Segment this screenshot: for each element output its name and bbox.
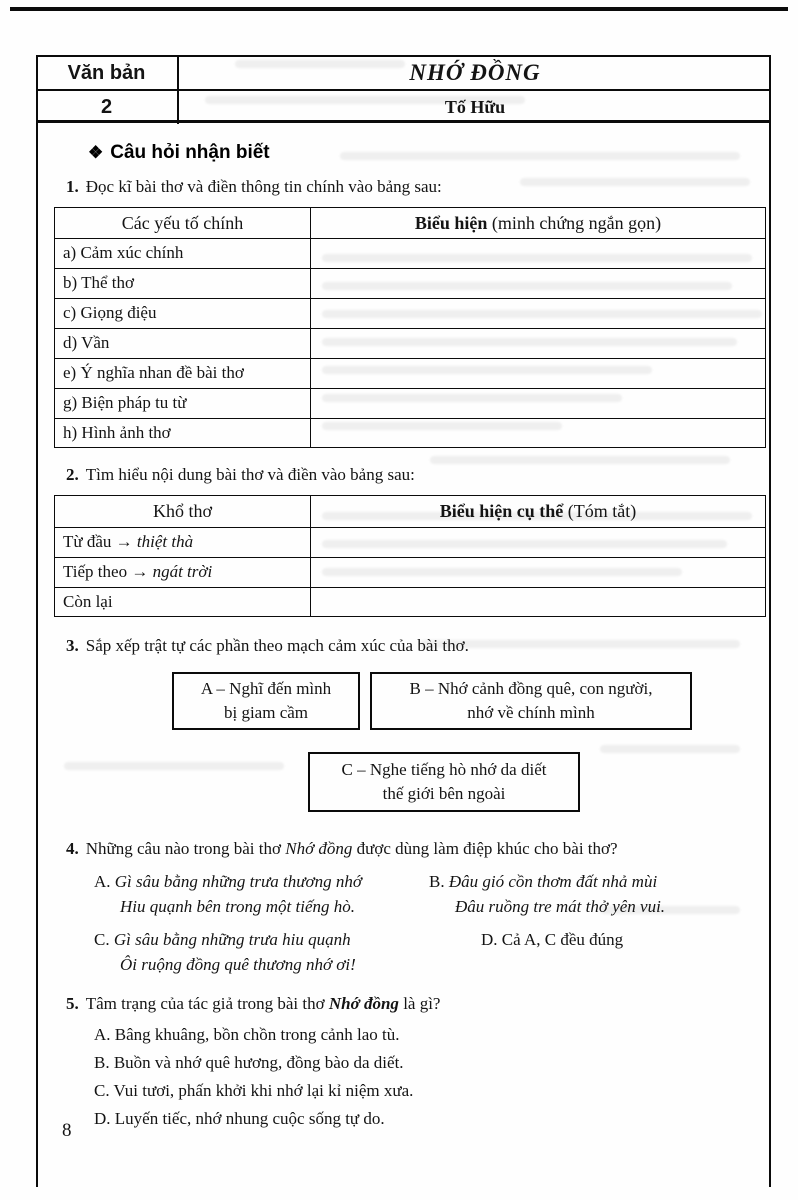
question-1-stem — [66, 176, 771, 199]
table-header-row — [55, 207, 766, 238]
table-row — [55, 587, 766, 617]
q1-col1-header: Các yếu tố chính — [55, 207, 311, 238]
answer-cell-blank — [311, 418, 766, 448]
row-label: Tiếp theo → ngát trời — [55, 557, 311, 587]
question-5-number: 5. — [66, 994, 79, 1014]
table-row — [55, 527, 766, 557]
option-c: C. Vui tươi, phấn khởi khi nhớ lại kỉ niệm xưa. — [94, 1080, 414, 1100]
row-label: g) Biện pháp tu từ — [55, 388, 311, 418]
box-option-c — [308, 752, 580, 812]
answer-cell-blank — [311, 328, 766, 358]
option-a: A. Gì sâu bằng những trưa thương nhớ Hiu quạnh bên trong một tiếng hò. — [94, 872, 362, 917]
option-c-label: C. — [94, 1080, 110, 1100]
option-b-label: B. — [94, 1052, 110, 1072]
table-row — [55, 358, 766, 388]
question-3-number: 3. — [66, 636, 79, 656]
option-b: B. Đâu gió cồn thơm đất nhả mùi Đâu ruồng tre mát thở yên vui. — [429, 872, 666, 917]
page-content — [36, 124, 771, 1131]
table-row — [55, 418, 766, 448]
option-d-label: D. — [94, 1108, 111, 1128]
row-label: b) Thể thơ — [55, 268, 311, 298]
option-d: D. Luyến tiếc, nhớ nhung cuộc sống tự do. — [94, 1108, 385, 1128]
table-header-row — [55, 496, 766, 527]
q2-stanza-table — [54, 495, 766, 617]
question-5-stem: 5. Tâm trạng của tác giả trong bài thơ Nhớ đồng là gì? — [66, 994, 441, 1014]
option-b-label: B. — [429, 872, 445, 892]
box-option-a — [172, 672, 360, 730]
question-3-text: Sắp xếp trật tự các phần theo mạch cảm xúc của bài thơ. — [85, 636, 469, 656]
question-2-stem — [66, 464, 771, 487]
q2-col2-header: Biểu hiện cụ thể (Tóm tắt) — [311, 496, 766, 527]
question-4-stem: 4. Những câu nào trong bài thơ Nhớ đồng được dùng làm điệp khúc cho bài thơ? — [66, 839, 618, 859]
answer-cell-blank — [311, 388, 766, 418]
table-row — [55, 328, 766, 358]
box-a-line1: A – Nghĩ đến mình — [200, 678, 332, 698]
box-b-line1: B – Nhớ cảnh đồng quê, con người, — [409, 678, 653, 698]
table-row — [55, 268, 766, 298]
answer-cell-blank — [311, 358, 766, 388]
q1-elements-table — [54, 207, 766, 449]
question-2-text: Tìm hiểu nội dung bài thơ và điền vào bảng sau: — [85, 465, 415, 485]
page-frame-top — [10, 7, 788, 11]
row-label: Từ đầu → thiệt thà — [55, 527, 311, 557]
answer-cell-blank — [311, 268, 766, 298]
row-label: a) Cảm xúc chính — [55, 238, 311, 268]
answer-cell-blank — [311, 238, 766, 268]
answer-cell-blank — [311, 587, 766, 617]
question-4-number: 4. — [66, 839, 79, 859]
table-row — [55, 238, 766, 268]
q2-col1-header: Khổ thơ — [55, 496, 311, 527]
option-d: D. Cả A, C đều đúng — [481, 930, 624, 950]
question-2-number: 2. — [66, 465, 79, 485]
poem-title-inline: Nhớ đồng — [285, 839, 353, 859]
q4-options — [66, 869, 771, 979]
row-label: c) Giọng điệu — [55, 298, 311, 328]
table-row — [55, 557, 766, 587]
poem-title: NHỚ ĐỒNG — [179, 57, 771, 91]
option-c-label: C. — [94, 930, 110, 950]
poem-title-inline: Nhớ đồng — [328, 994, 399, 1014]
lesson-number: 2 — [36, 91, 179, 124]
row-label: Còn lại — [55, 587, 311, 617]
q1-col2-header: Biểu hiện (minh chứng ngắn gọn) — [311, 207, 766, 238]
option-a-label: A. — [94, 872, 111, 892]
row-label: e) Ý nghĩa nhan đề bài thơ — [55, 358, 311, 388]
lesson-type-label: Văn bản — [36, 57, 179, 91]
box-a-line2: bị giam cầm — [223, 703, 309, 723]
box-c-line2: thế giới bên ngoài — [382, 784, 506, 804]
option-d-label: D. — [481, 930, 498, 950]
option-c: C. Gì sâu bằng những trưa hiu quạnh Ôi ruộng đồng quê thương nhớ ơi! — [94, 930, 356, 975]
row-label: d) Vần — [55, 328, 311, 358]
question-1-text: Đọc kĩ bài thơ và điền thông tin chính vào bảng sau: — [85, 176, 442, 196]
answer-cell-blank — [311, 298, 766, 328]
section-heading — [88, 140, 771, 166]
diamond-icon: ❖ — [88, 143, 104, 162]
option-b: B. Buồn và nhớ quê hương, đồng bào da diết. — [94, 1052, 404, 1072]
q3-ordering-boxes — [36, 670, 771, 822]
box-option-b — [370, 672, 692, 730]
box-c-line1: C – Nghe tiếng hò nhớ da diết — [341, 759, 547, 779]
table-row — [55, 298, 766, 328]
answer-cell-blank — [311, 527, 766, 557]
page-header — [36, 55, 771, 123]
table-row — [55, 388, 766, 418]
section-heading-label: Câu hỏi nhận biết — [110, 142, 270, 163]
question-1-number: 1. — [66, 176, 79, 196]
poem-author: Tố Hữu — [444, 97, 506, 117]
question-3-stem — [66, 635, 771, 658]
page-number: 8 — [62, 1120, 72, 1141]
option-a: A. Bâng khuâng, bồn chồn trong cảnh lao tù. — [94, 1025, 400, 1045]
answer-cell-blank — [311, 557, 766, 587]
option-a-label: A. — [94, 1025, 111, 1045]
box-b-line2: nhớ về chính mình — [467, 703, 595, 723]
row-label: h) Hình ảnh thơ — [55, 418, 311, 448]
